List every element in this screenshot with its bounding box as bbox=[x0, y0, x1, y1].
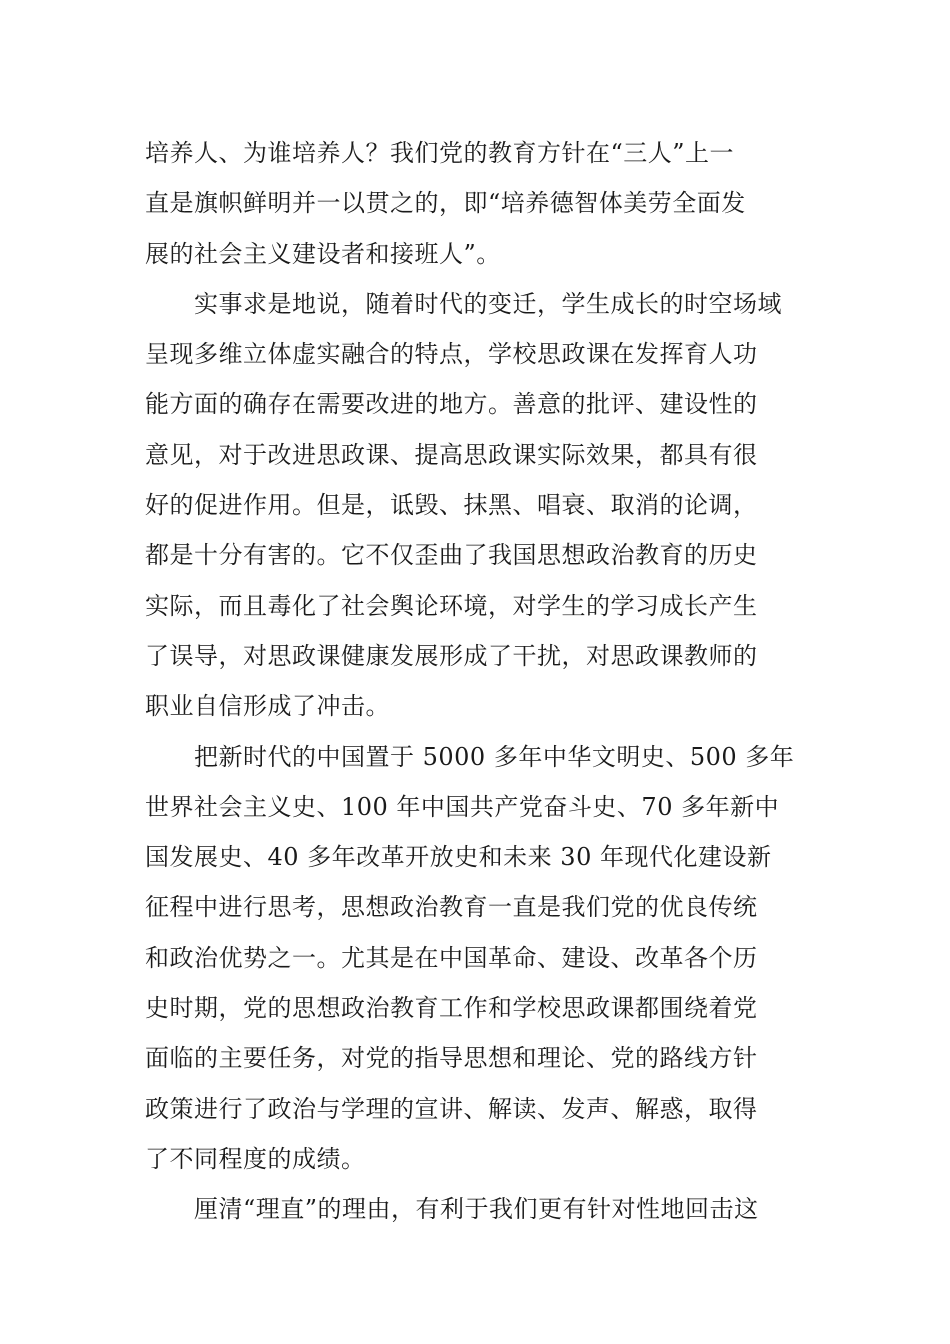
text-line: 了误导，对思政课健康发展形成了干扰，对思政课教师的 bbox=[145, 641, 758, 670]
text-line: 国发展史、40 多年改革开放史和未来 30 年现代化建设新 bbox=[145, 843, 772, 872]
text-line: 实际，而且毒化了社会舆论环境，对学生的学习成长产生 bbox=[145, 591, 758, 620]
text-line: 直是旗帜鲜明并一以贯之的，即“培养德智体美劳全面发 bbox=[145, 189, 746, 218]
text-line: 史时期，党的思想政治教育工作和学校思政课都围绕着党 bbox=[145, 994, 758, 1023]
text-line: 呈现多维立体虚实融合的特点，学校思政课在发挥育人功 bbox=[145, 340, 758, 369]
text-line: 了不同程度的成绩。 bbox=[145, 1144, 366, 1173]
text-line: 展的社会主义建设者和接班人”。 bbox=[145, 239, 501, 268]
text-line: 把新时代的中国置于 5000 多年中华文明史、500 多年 bbox=[145, 742, 795, 771]
text-line: 职业自信形成了冲击。 bbox=[145, 692, 390, 721]
text-line: 好的促进作用。但是，诋毁、抹黑、唱衰、取消的论调， bbox=[145, 491, 758, 520]
text-line: 面临的主要任务，对党的指导思想和理论、党的路线方针 bbox=[145, 1044, 758, 1073]
text-line: 意见，对于改进思政课、提高思政课实际效果，都具有很 bbox=[145, 440, 758, 469]
text-line: 和政治优势之一。尤其是在中国革命、建设、改革各个历 bbox=[145, 943, 758, 972]
text-line: 厘清“理直”的理由，有利于我们更有针对性地回击这 bbox=[145, 1195, 759, 1224]
body-text bbox=[145, 128, 817, 1235]
text-line: 世界社会主义史、100 年中国共产党奋斗史、70 多年新中 bbox=[145, 792, 780, 821]
text-line: 能方面的确存在需要改进的地方。善意的批评、建设性的 bbox=[145, 390, 758, 419]
text-line: 实事求是地说，随着时代的变迁，学生成长的时空场域 bbox=[145, 289, 782, 318]
text-line: 政策进行了政治与学理的宣讲、解读、发声、解惑，取得 bbox=[145, 1094, 758, 1123]
text-line: 征程中进行思考，思想政治教育一直是我们党的优良传统 bbox=[145, 893, 758, 922]
text-line: 都是十分有害的。它不仅歪曲了我国思想政治教育的历史 bbox=[145, 541, 758, 570]
text-line: 培养人、为谁培养人？我们党的教育方针在“三人”上一 bbox=[145, 139, 735, 167]
